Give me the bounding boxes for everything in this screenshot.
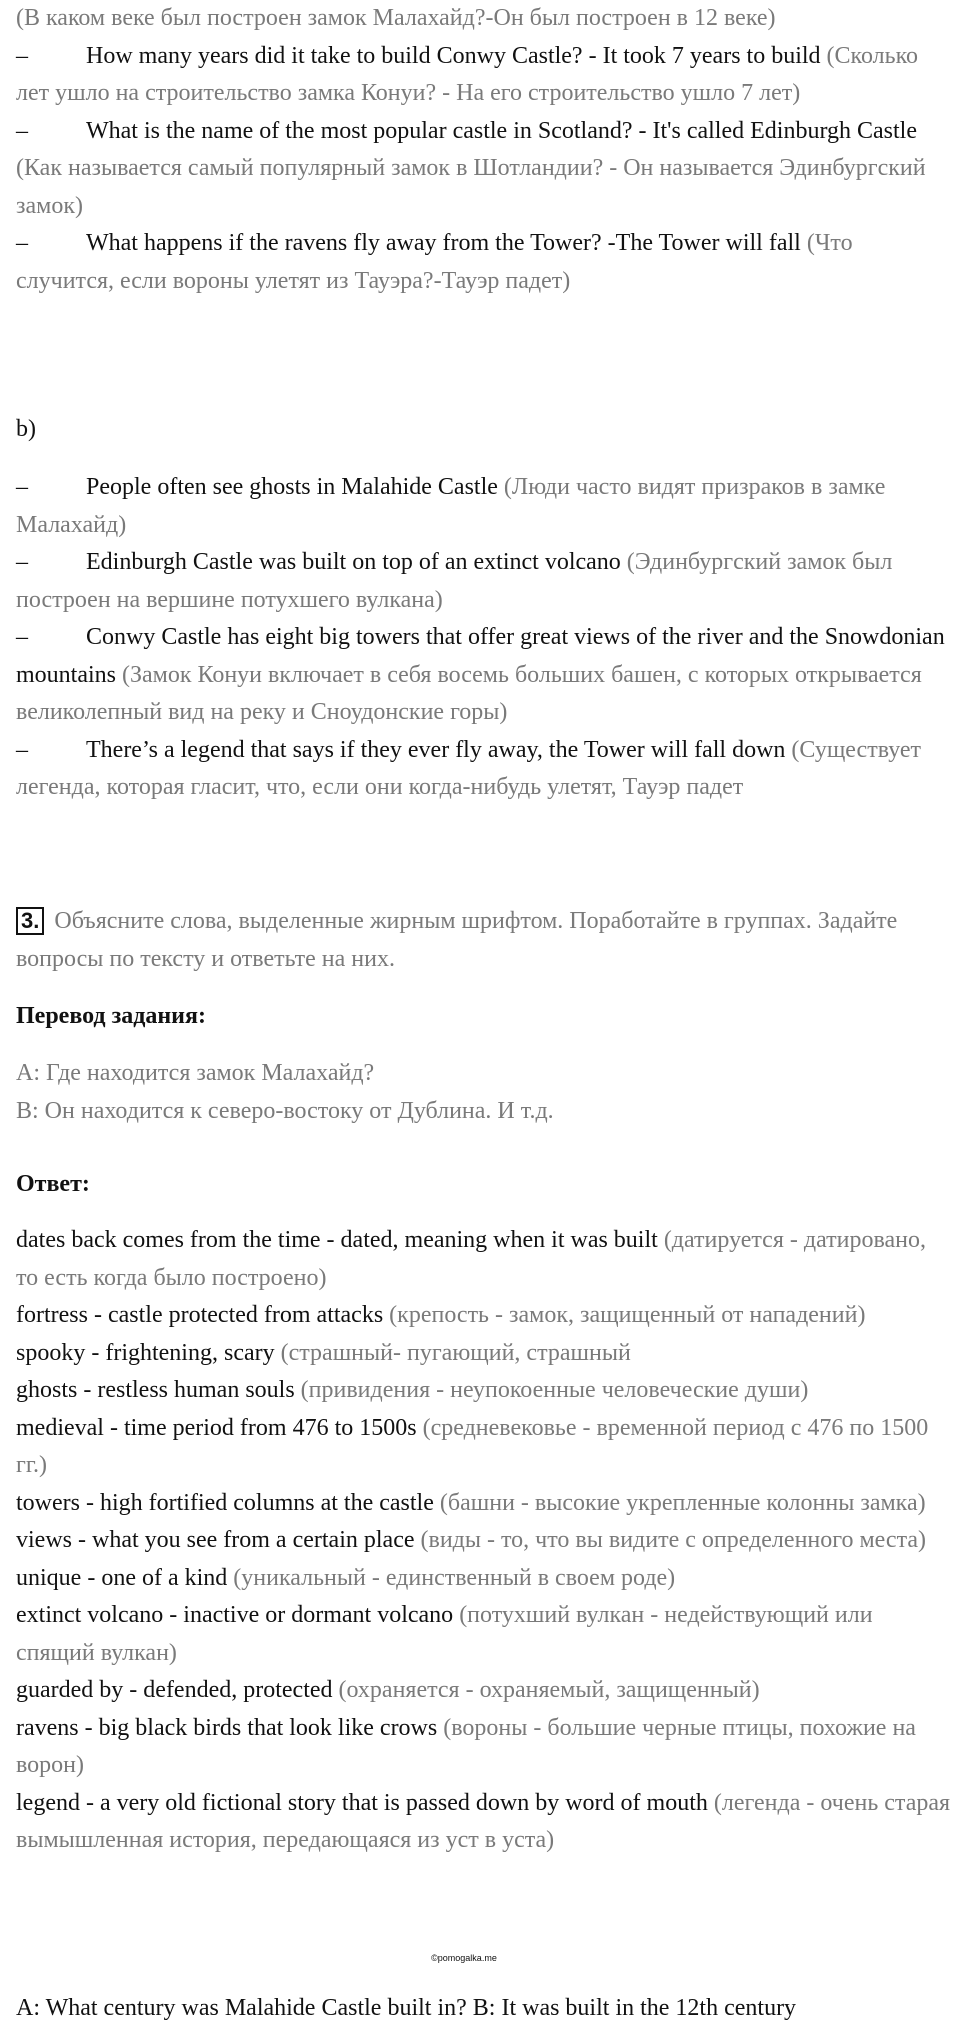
definition-item: ghosts - restless human souls (привидения - неупокоенные человеческие души) — [16, 1377, 809, 1403]
task-3 — [16, 903, 952, 978]
definition-item: fortress - castle protected from attacks (крепость - замок, защищенный от нападений) — [16, 1302, 866, 1328]
qa-item-3: – What happens if the ravens fly away from the Tower? -The Tower will fall (Что случится, если вороны улетят из Тауэра?-Тауэр падет) — [16, 230, 853, 294]
section-b-items — [16, 469, 952, 807]
b-item-3-ru: (Существует легенда, которая гласит, что, если они когда-нибудь улетят, Тауэр падет — [16, 736, 922, 800]
qa-item-1: – How many years did it take to build Conwy Castle? - It took 7 years to build (Сколько лет ушло на строительство замка Конуи? - На его строительство ушло 7 лет) — [16, 42, 919, 106]
b-item-2-ru: (Замок Конуи включает в себя восемь больших башен, с которых открывается великолепный вид на реку и Сноудонские горы) — [16, 661, 922, 725]
definition-item: spooky - frightening, scary (страшный- пугающий, страшный — [16, 1339, 631, 1366]
b-item-3-en: There’s a legend that says if they ever fly away, the Tower will fall down — [86, 736, 786, 763]
definition-item: ravens - big black birds that look like crows (вороны - большие черные птицы, похожие на ворон) — [16, 1714, 916, 1778]
qa-item-1-ru: (Сколько лет ушло на строительство замка Конуи? - На его строительство ушло 7 лет) — [16, 42, 919, 106]
definition-item: views - what you see from a certain place (виды - то, что вы видите с определенного места) — [16, 1527, 927, 1553]
answer-heading: Ответ: — [16, 1171, 90, 1197]
b-item-2-en: Conwy Castle has eight big towers that offer great views of the river and the Snowdonian mountains — [16, 624, 945, 688]
definition-item: unique - one of a kind (уникальный - единственный в своем роде) — [16, 1564, 676, 1591]
qa-item-3-en: What happens if the ravens fly away from the Tower? -The Tower will fall — [86, 230, 801, 256]
b-item-0-ru: (Люди часто видят призраков в замке Малахайд) — [16, 474, 886, 538]
task-number-badge: 3. — [16, 907, 44, 935]
answer-block — [16, 1166, 952, 1204]
qa-item-2-en: What is the name of the most popular castle in Scotland? - It's called Edinburgh Castle — [86, 117, 917, 144]
qa-item-0 — [16, 0, 952, 38]
definition-item: dates back comes from the time - dated, meaning when it was built (датируется - датировано, то есть когда было построено) — [16, 1227, 926, 1291]
section-a-tail — [16, 0, 952, 300]
definition-item: legend - a very old fictional story that is passed down by word of mouth (легенда - очень старая вымышленная история, передающаяся из уст в уста) — [16, 1789, 951, 1853]
translation-lines — [16, 1055, 952, 1130]
b-item-0: – People often see ghosts in Malahide Castle (Люди часто видят призраков в замке Малахайд) — [16, 474, 886, 538]
translation-a: А: Где находится замок Малахайд? — [16, 1060, 375, 1086]
definition-item: towers - high fortified columns at the castle (башни - высокие укрепленные колонны замка) — [16, 1489, 926, 1516]
task-3-text: Объясните слова, выделенные жирным шрифтом. Поработайте в группах. Задайте вопросы по тексту и ответьте на них. — [16, 908, 898, 972]
b-item-2: – Conwy Castle has eight big towers that offer great views of the river and the Snowdonian mountains (Замок Конуи включает в себя восемь больших башен, с которых открывается великолепный вид на реку и Сноудонские горы) — [16, 624, 945, 725]
translation-b: В: Он находится к северо-востоку от Дублина. И т.д. — [16, 1097, 554, 1124]
final-line: A: What century was Malahide Castle built in? B: It was built in the 12th century — [16, 1995, 797, 2021]
definitions-list — [16, 1222, 952, 1860]
qa-item-1-en: How many years did it take to build Conwy Castle? - It took 7 years to build — [86, 42, 821, 69]
b-item-1-ru: (Эдинбургский замок был построен на вершине потухшего вулкана) — [16, 549, 893, 613]
section-b — [16, 411, 952, 449]
translation-block — [16, 998, 952, 1036]
b-item-3: – There’s a legend that says if they ever fly away, the Tower will fall down (Существует легенда, которая гласит, что, если они когда-нибудь улетят, Тауэр падет — [16, 736, 922, 800]
definition-item: medieval - time period from 476 to 1500s (средневековье - временной период с 476 по 1500 гг.) — [16, 1414, 929, 1478]
b-item-0-en: People often see ghosts in Malahide Castle — [86, 474, 498, 500]
task-3-prompt — [16, 903, 952, 978]
watermark: ©pomogalka.me — [431, 1953, 497, 1963]
definition-item: extinct volcano - inactive or dormant volcano (потухший вулкан - недействующий или спящий вулкан) — [16, 1602, 873, 1666]
definition-item: guarded by - defended, protected (охраняется - охраняемый, защищенный) — [16, 1677, 760, 1703]
b-item-1: – Edinburgh Castle was built on top of an extinct volcano (Эдинбургский замок был построен на вершине потухшего вулкана) — [16, 549, 893, 613]
final-qa — [16, 1990, 952, 2028]
b-item-1-en: Edinburgh Castle was built on top of an extinct volcano — [86, 549, 621, 575]
qa-item-0-ru: (В каком веке был построен замок Малахайд?-Он был построен в 12 веке) — [16, 5, 776, 31]
translation-heading: Перевод задания: — [16, 1003, 206, 1029]
qa-item-3-ru: (Что случится, если вороны улетят из Тауэра?-Тауэр падет) — [16, 230, 853, 294]
qa-item-2: – What is the name of the most popular castle in Scotland? - It's called Edinburgh Castle (Как называется самый популярный замок в Шотландии? - Он называется Эдинбургский замок) — [16, 117, 926, 219]
qa-item-2-ru: (Как называется самый популярный замок в Шотландии? - Он называется Эдинбургский замок) — [16, 155, 926, 219]
section-b-label: b) — [16, 416, 36, 442]
